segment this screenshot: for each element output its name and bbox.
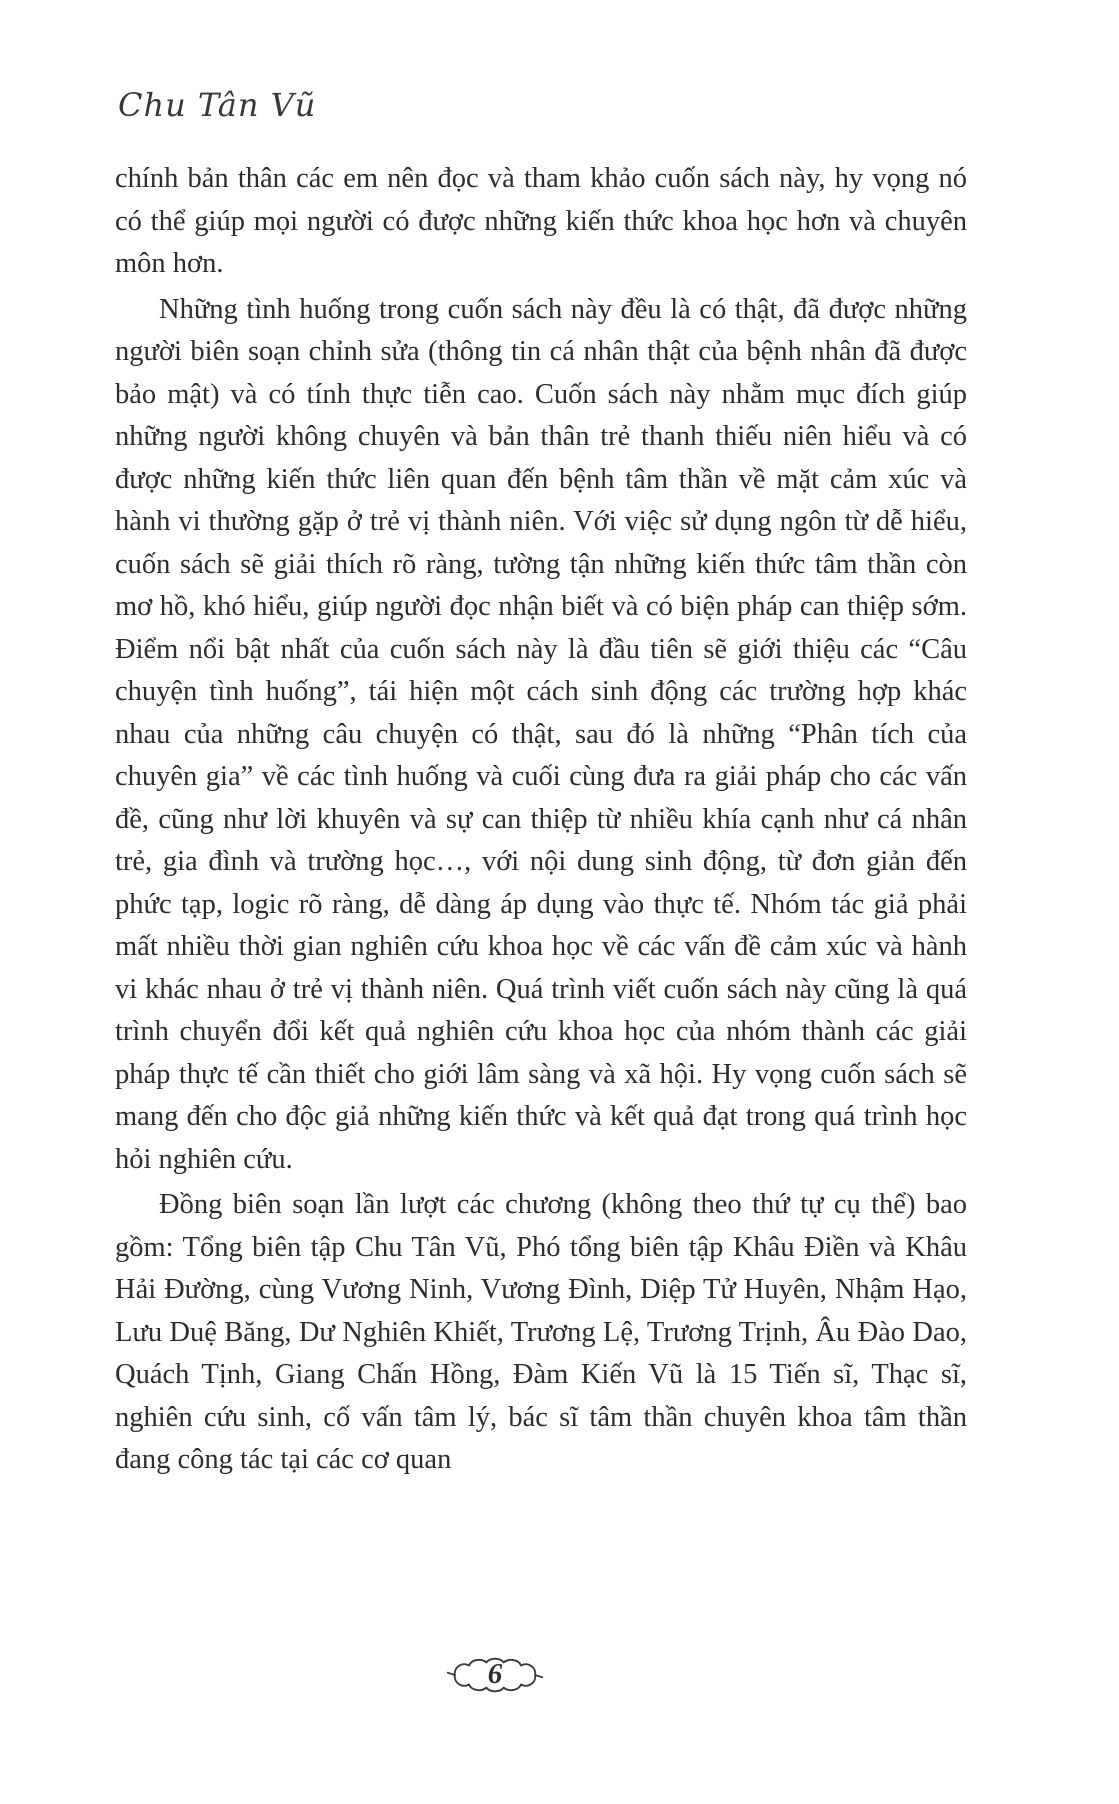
paragraph-continuation: chính bản thân các em nên đọc và tham khảo cuốn sách này, hy vọng nó có thể giúp mọi người có được những kiến thức khoa học hơn và chuyên môn hơn. (115, 163, 967, 279)
running-header-author: Chu Tân Vũ (118, 86, 317, 124)
page-number: 6 (487, 1657, 503, 1690)
page-number-ornament (443, 1652, 547, 1698)
paragraph-book-description: Những tình huống trong cuốn sách này đều là có thật, đã được những người biên soạn chỉnh sửa (thông tin cá nhân thật của bệnh nhân đã được bảo mật) và có tính thực tiễn cao. Cuốn sách này nhằm mục đích giúp những người không chuyên và bản thân trẻ thanh thiếu niên hiểu và có được những kiến thức liên quan đến bệnh tâm thần về mặt cảm xúc và hành vi thường gặp ở trẻ vị thành niên. Với việc sử dụng ngôn từ dễ hiểu, cuốn sách sẽ giải thích rõ ràng, tường tận những kiến thức tâm thần còn mơ hồ, khó hiểu, giúp người đọc nhận biết và có biện pháp can thiệp sớm. Điểm nổi bật nhất của cuốn sách này là đầu tiên sẽ giới thiệu các “Câu chuyện tình huống”, tái hiện một cách sinh động các trường hợp khác nhau của những câu chuyện có thật, sau đó là những “Phân tích của chuyên gia” về các tình huống và cuối cùng đưa ra giải pháp cho các vấn đề, cũng như lời khuyên và sự can thiệp từ nhiều khía cạnh như cá nhân trẻ, gia đình và trường học…, với nội dung sinh động, từ đơn giản đến phức tạp, logic rõ ràng, dễ dàng áp dụng vào thực tế. Nhóm tác giả phải mất nhiều thời gian nghiên cứu khoa học về các vấn đề cảm xúc và hành vi khác nhau ở trẻ vị thành niên. Quá trình viết cuốn sách này cũng là quá trình chuyển đổi kết quả nghiên cứu khoa học của nhóm thành các giải pháp thực tế cần thiết cho giới lâm sàng và xã hội. Hy vọng cuốn sách sẽ mang đến cho độc giả những kiến thức và kết quả đạt trong quá trình học hỏi nghiên cứu. (115, 293, 967, 1175)
paragraph-editors-list: Đồng biên soạn lần lượt các chương (không theo thứ tự cụ thể) bao gồm: Tổng biên tập Chu Tân Vũ, Phó tổng biên tập Khâu Điền và Khâu Hải Đường, cùng Vương Ninh, Vương Đình, Diệp Tử Huyên, Nhậm Hạo, Lưu Duệ Băng, Dư Nghiên Khiết, Trương Lệ, Trương Trịnh, Âu Đào Dao, Quách Tịnh, Giang Chấn Hồng, Đàm Kiến Vũ là 15 Tiến sĩ, Thạc sĩ, nghiên cứu sinh, cố vấn tâm lý, bác sĩ tâm thần chuyên khoa tâm thần đang công tác tại các cơ quan (115, 1189, 967, 1475)
page-footer (115, 1652, 875, 1698)
page-body (115, 158, 967, 1485)
